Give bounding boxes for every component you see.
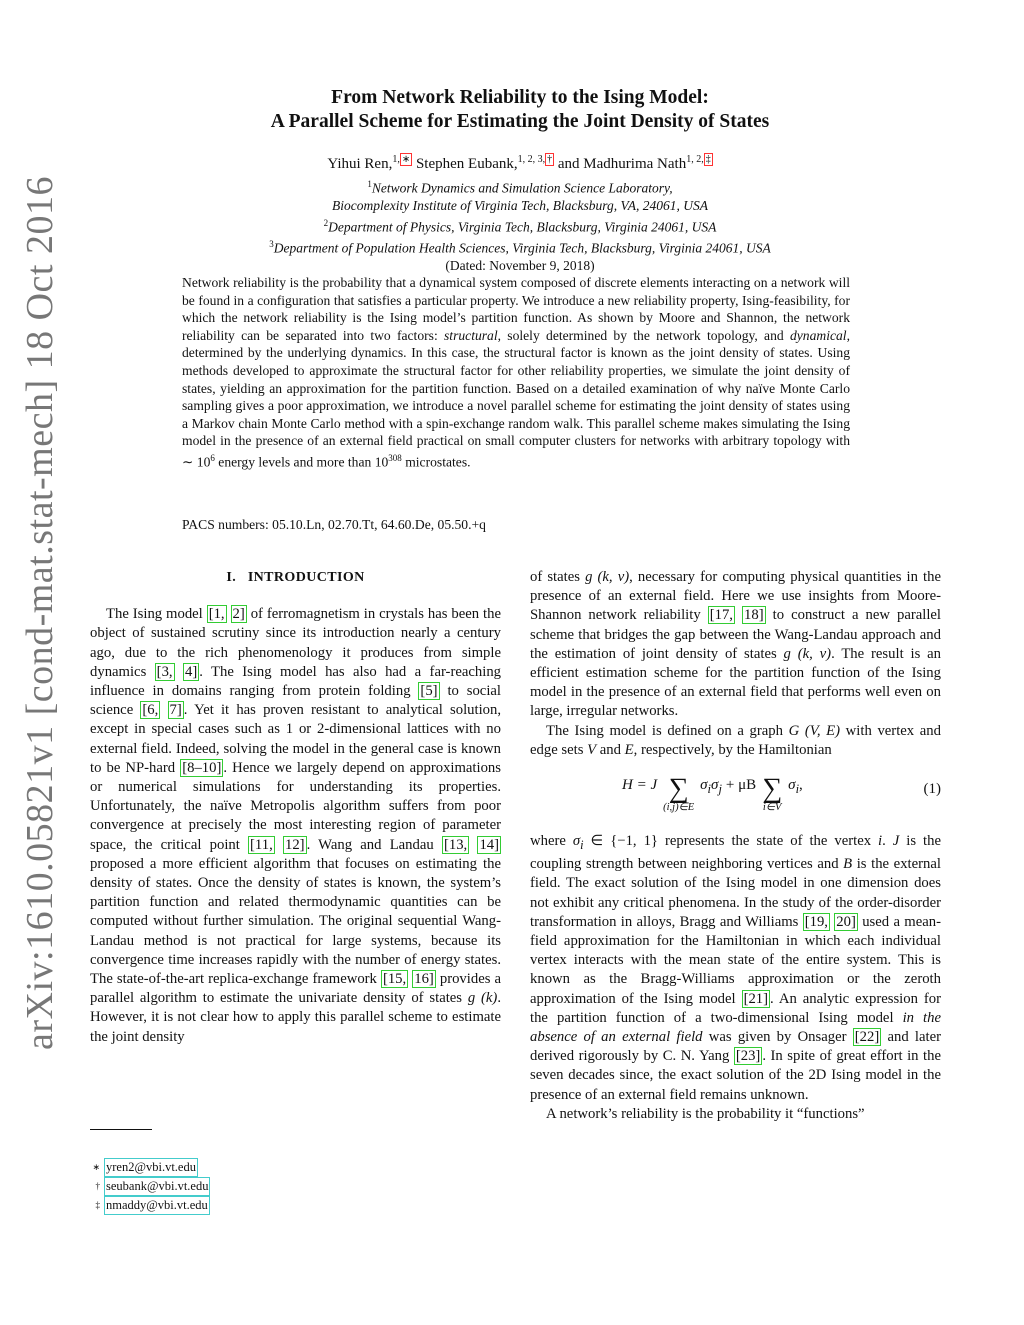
sigma-symbol: ∑	[762, 773, 783, 805]
affiliation-text: Department of Physics, Virginia Tech, Blacksburg, Virginia 24061, USA	[328, 219, 717, 234]
citation-link[interactable]: [15,	[382, 971, 407, 988]
body-text: The Ising model	[106, 606, 207, 623]
math-sub: i	[795, 782, 800, 797]
abstract-text: , determined by the underlying dynamics. In this case, the structural factor is known as the joint density of states. Using methods developed to approximate the structural factor for other reliability properties, we simulate the joint density of states, yielding an approximation for the partition function. Based on a detailed examination of why naïve Monte Carlo sampling gives a poor approximation, we introduce a novel parallel scheme for estimating the joint density of states using a Markov chain Monte Carlo method with a spin-exchange random walk. This parallel scheme makes simulating the Ising model in the presence of an external field practical on small computer clusters for networks with arbitrary topology with ∼ 10	[182, 327, 850, 470]
equation-lhs: H = J	[622, 777, 658, 794]
title-line-1: From Network Reliability to the Ising Model:	[331, 87, 709, 108]
footnote-mark: †	[95, 1181, 100, 1191]
affiliation-text: Network Dynamics and Simulation Science Laboratory,	[371, 180, 673, 196]
body-text: of ferromagnetism in crystals has been the object of sustained scrutiny since its introduction nearly a century ago, due to the rich phenomenology it produces from simple dynamics	[90, 606, 501, 680]
math-symbol: σ	[788, 777, 796, 794]
citation-link[interactable]: 2]	[232, 606, 245, 623]
math-sub: i	[707, 782, 712, 797]
body-text: is the coupling strength between neighboring vertices and	[530, 833, 941, 873]
equation-body	[622, 773, 803, 814]
sigma-symbol: ∑	[668, 773, 689, 805]
equation-number: (1)	[923, 781, 941, 798]
math-inline: V	[587, 741, 597, 758]
email-link[interactable]: nmaddy@vbi.vt.edu	[104, 1196, 210, 1215]
summation-vertices	[762, 773, 783, 814]
hamiltonian-equation	[530, 766, 941, 826]
arxiv-identifier-stamp: arXiv:1610.05821v1 [cond-mat.stat-mech] 18 Oct 2016	[19, 176, 61, 1050]
body-text: is the external field. The exact solution of the Ising model in one dimension does not exhibit any critical phenomena. In the study of the order-disorder transformation in alloys, Bragg and Williams	[530, 856, 941, 930]
citation-link[interactable]: 12]	[284, 836, 305, 853]
math-inline: σ	[572, 833, 581, 850]
citation-link[interactable]: 4]	[184, 663, 198, 680]
abstract-emph: structural	[444, 327, 498, 343]
intro-paragraph	[90, 605, 501, 1047]
author-affiliation-sup: 1,	[392, 154, 400, 165]
abstract-text: Network reliability is the probability that a dynamical system composed of discrete elements interacting on a network will be found in a configuration that satisfies a particular property. We introduce a new reliability property, Ising-feasibility, for which the network reliability is the Ising model’s partition function. As shown by Moore and Shannon, the network reliability can be separated into two factors:	[182, 275, 850, 343]
affiliation-3	[150, 236, 890, 257]
affiliation-number: 2	[323, 217, 329, 228]
citation-link[interactable]: [6,	[142, 702, 159, 719]
body-text: . However, it is not clear how to apply this parallel scheme to estimate the joint density	[90, 990, 501, 1045]
body-text: . Yet it has proven resistant to analytical solution, except in special cases such as 1 or 2-dimensional lattices with no external field. Indeed, solving the model in the general case is known to be NP-hard	[90, 702, 502, 776]
body-text: and	[596, 741, 625, 758]
body-text: where	[530, 833, 573, 850]
citation-link[interactable]: [5]	[420, 683, 438, 700]
author-email-link[interactable]: †	[547, 154, 553, 165]
summation-edges	[663, 773, 695, 814]
author-email-link[interactable]: ∗	[401, 154, 411, 165]
citation-link[interactable]: [17,	[709, 607, 733, 624]
affiliation-2	[150, 215, 890, 236]
paper-title	[160, 86, 880, 134]
section-number: I.	[226, 570, 237, 585]
math-punct: ,	[799, 777, 803, 794]
equation-term	[700, 776, 722, 799]
citation-link[interactable]: [13,	[443, 836, 468, 853]
body-text: to social science	[90, 683, 501, 719]
sum-index: (i,j)∈E	[663, 802, 695, 814]
hamiltonian-paragraph	[530, 722, 941, 760]
citation-link[interactable]: 18]	[744, 607, 764, 624]
body-text: . In spite of great effort in the seven decades since, the exact solution of the 2D Ising model in the presence of an external field remains unknown.	[530, 1048, 941, 1103]
body-text: was given by Onsager	[702, 1029, 853, 1045]
email-link[interactable]: seubank@vbi.vt.edu	[104, 1177, 210, 1196]
citation-link[interactable]: [21]	[743, 990, 769, 1007]
title-line-2: A Parallel Scheme for Estimating the Joint Density of States	[270, 111, 770, 132]
ising-paragraph	[530, 832, 941, 1105]
footnote	[90, 1158, 210, 1177]
body-text: and later derived rigorously by C. N. Yang	[530, 1029, 941, 1065]
author-affiliation-sup: 1, 2, 3,	[517, 154, 546, 165]
affiliation-text: Department of Population Health Sciences, Virginia Tech, Blacksburg, Virginia 24061, USA	[273, 240, 771, 255]
footnote-mark: ∗	[92, 1162, 100, 1172]
body-text: . The Ising model has also had a far-reaching influence in domains ranging from protein folding	[90, 663, 502, 700]
reliability-paragraph: A network’s reliability is the probability it “functions”	[546, 1105, 865, 1122]
body-text: to construct a new parallel scheme that bridges the gap between the Wang-Landau approach and the estimation of joint density of states	[530, 607, 942, 662]
math-inline: g (k)	[467, 990, 498, 1007]
body-text: with vertex and edge sets	[530, 722, 941, 758]
math-symbol: σ	[700, 777, 708, 794]
affiliation-number: 3	[269, 238, 274, 249]
affiliation-number: 1	[367, 179, 372, 189]
left-column	[90, 568, 501, 1047]
abstract-text: , solely determined by the network topology, and	[497, 327, 790, 343]
emphasis-text: in the absence of an external field	[530, 1009, 941, 1045]
footnotes	[90, 1158, 210, 1215]
author-name: Madhurima Nath	[583, 156, 687, 172]
body-text: , necessary for computing physical quantities in the presence of an external field. Here we use insights from Moore-Shannon network reliability	[530, 569, 941, 624]
pacs-numbers: PACS numbers: 05.10.Ln, 02.70.Tt, 64.60.De, 05.50.+q	[182, 517, 486, 532]
affiliation-1-cont: Biocomplexity Institute of Virginia Tech, Blacksburg, VA, 24061, USA	[332, 198, 708, 213]
citation-link[interactable]: 14]	[479, 836, 500, 853]
math-inline: g (k, v)	[783, 645, 832, 662]
footnote	[90, 1196, 210, 1215]
math-inline: g (k, v)	[585, 569, 630, 585]
body-text: proposed a more efficient algorithm that focuses on estimating the density of states. Once the density of states is known, the system’s partition function and related thermodynamic quantities can be computed without further simulation. The original sequential Wang-Landau method is not practical for large systems, because its convergence time increases rapidly with the number of energy states. The state-of-the-art replica-exchange framework	[90, 855, 501, 988]
body-text: . An analytic expression for the partition function of a two-dimensional Ising model	[530, 990, 941, 1026]
math-inline: J	[892, 833, 900, 850]
section-heading	[90, 568, 501, 587]
abstract-text: energy levels and more than 10	[214, 454, 389, 470]
footnote	[90, 1177, 210, 1196]
math-inline: B	[843, 856, 853, 873]
body-text: The Ising model is defined on a graph	[546, 722, 789, 739]
math-inline: E	[624, 741, 634, 758]
body-text: . Wang and Landau	[306, 836, 442, 853]
math-inline: i	[878, 833, 883, 850]
author-email-link[interactable]: ‡	[705, 154, 711, 165]
abstract-text: microstates.	[401, 454, 471, 470]
citation-link[interactable]: 16]	[414, 971, 434, 988]
body-text: . Hence we largely depend on approximations or numerical simulations for understanding its properties. Unfortunately, the naïve Metropolis algorithm suffers from poor convergence at precisely the most interesting region of parameter space, the critical point	[90, 759, 501, 853]
author-connector: and	[557, 156, 580, 172]
email-link[interactable]: yren2@vbi.vt.edu	[104, 1158, 198, 1177]
math-sub: i	[580, 837, 584, 852]
citation-link[interactable]: [22]	[854, 1029, 880, 1045]
math-symbol: σ	[711, 777, 719, 794]
footnote-mark: ‡	[95, 1200, 100, 1210]
right-column	[530, 568, 941, 1124]
abstract-exponent: 6	[210, 452, 215, 463]
citation-link[interactable]: 7]	[169, 702, 182, 719]
affiliations	[150, 176, 890, 274]
body-text: provides a parallel algorithm to estimate the univariate density of states	[90, 971, 501, 1007]
citation-link[interactable]: [8–10]	[182, 759, 222, 776]
citation-link[interactable]: 20]	[836, 913, 856, 930]
math-inline: ∈ {−1, 1}	[583, 833, 658, 850]
body-text: of states	[530, 569, 586, 585]
citation-link[interactable]: [23]	[735, 1048, 761, 1065]
equation-term	[788, 776, 803, 799]
math-sub: j	[718, 782, 722, 797]
author-name: Yihui Ren,	[327, 156, 393, 172]
author-affiliation-sup: 1, 2,	[686, 154, 704, 165]
math-inline: G (V, E)	[788, 722, 841, 739]
equation-op: + μB	[725, 777, 757, 794]
body-text: , respectively, by the Hamiltonian	[633, 741, 832, 758]
dated-line: (Dated: November 9, 2018)	[445, 257, 595, 273]
abstract-emph: dynamical	[789, 327, 847, 343]
footnote-divider	[90, 1129, 152, 1130]
section-title: INTRODUCTION	[247, 570, 365, 585]
abstract-exponent: 308	[388, 452, 402, 463]
abstract	[182, 274, 850, 471]
body-text: .	[882, 833, 893, 850]
citation-link[interactable]: [1,	[208, 606, 225, 623]
citation-link[interactable]: [11,	[250, 836, 273, 853]
affiliation-1	[150, 176, 890, 197]
author-list	[160, 150, 880, 174]
author-name: Stephen Eubank,	[415, 156, 518, 172]
citation-link[interactable]: [19,	[804, 913, 828, 930]
citation-link[interactable]: [3,	[156, 663, 173, 680]
intro-paragraph-cont	[530, 568, 941, 722]
body-text: represents the state of the vertex	[657, 833, 879, 850]
body-text: used a mean-field approximation for the Hamiltonian in which each individual vertex interacts with the mean state of the entire system. This is known as the Bragg-Williams approximation or the zeroth approximation of the Ising model	[530, 913, 942, 1007]
sum-index: i∈V	[762, 802, 782, 814]
body-text: . The result is an efficient estimation scheme for the partition function of the Ising model in the presence of an external field that performs well even on large, irregular networks.	[530, 645, 942, 720]
